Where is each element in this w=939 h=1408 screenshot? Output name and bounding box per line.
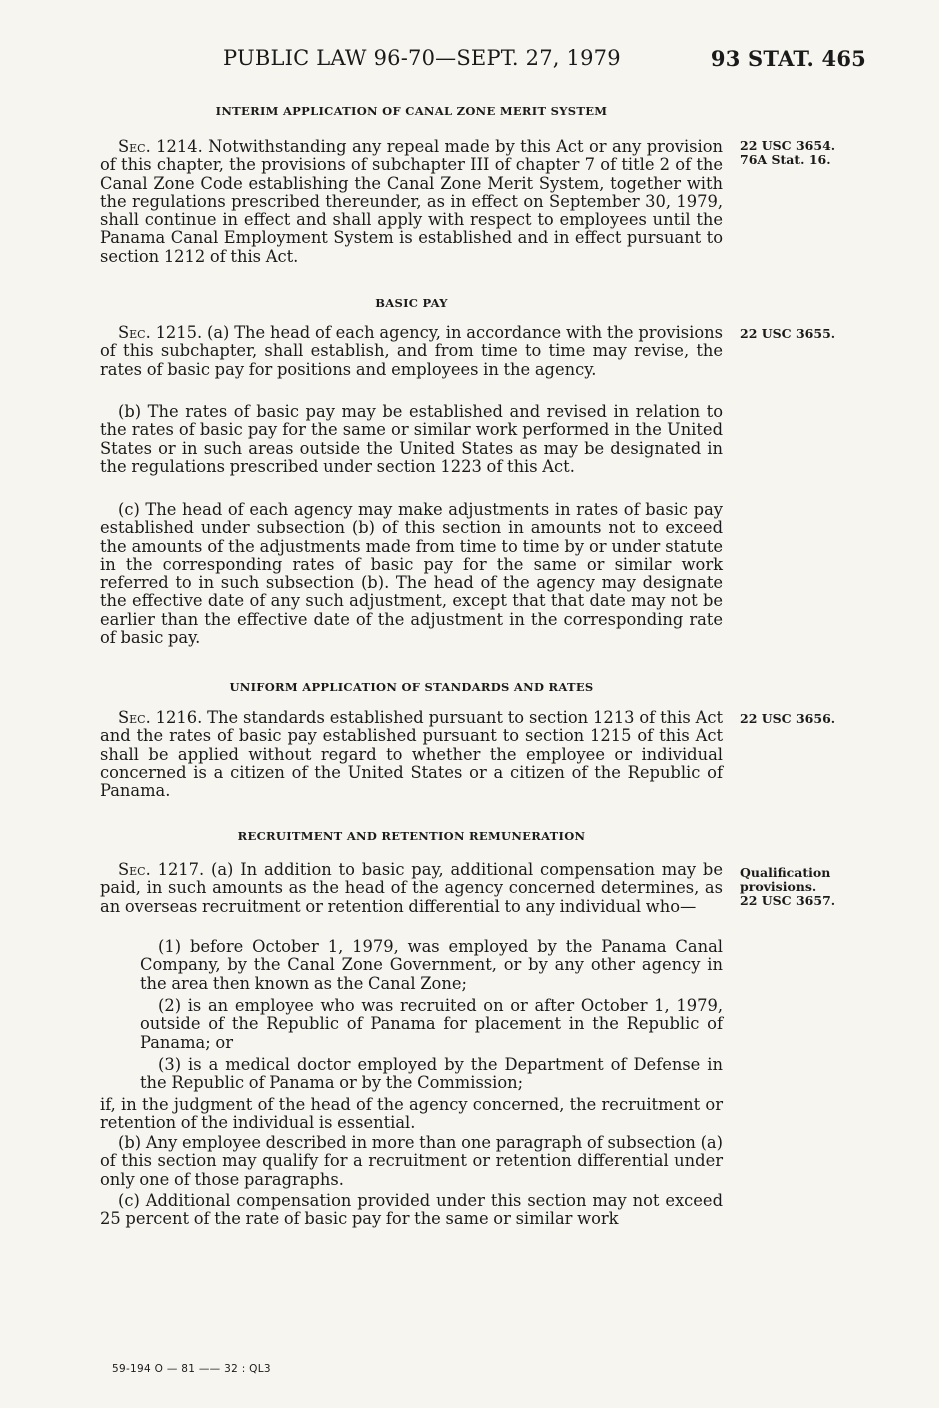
- sec-1214-text: 1214. Notwithstanding any repeal made by this Act or any provision of this chapter, the provisions of subchapter III of chapter 7 of title 2 of the Canal Zone Code establishing the Canal Zone Merit System, together with the regulations prescribed thereunder, as in effect on September 30, 1979, shall continue in effect and shall apply with respect to employees until the Panama Canal Employment System is established and in effect pursuant to section 1212 of this Act.: [100, 137, 723, 266]
- sec-1217-item-3: (3) is a medical doctor employed by the Department of Defense in the Republic of Panama or by the Commission;: [140, 1055, 723, 1093]
- sec-label: Sec.: [118, 323, 151, 342]
- margin-citation: 22 USC 3657.: [740, 893, 836, 908]
- sec-1215-a-text: 1215. (a) The head of each agency, in accordance with the provisions of this subchapter, shall establish, and from time to time may revise, the rates of basic pay for positions and employees in the agency.: [100, 323, 723, 379]
- sec-1216-paragraph: [100, 709, 723, 800]
- sec-1217-a-paragraph: [100, 861, 723, 916]
- sec-1217-c-paragraph: (c) Additional compensation provided under this section may not exceed 25 percent of the rate of basic pay for the same or similar work: [100, 1191, 723, 1229]
- sec-1217-item-1: (1) before October 1, 1979, was employed by the Panama Canal Company, by the Canal Zone Government, or by any other agency in the area then known as the Canal Zone;: [140, 937, 723, 993]
- sec-1217-item-2: (2) is an employee who was recruited on or after October 1, 1979, outside of the Republic of Panama for placement in the Republic of Panama; or: [140, 996, 723, 1052]
- margin-citation: 22 USC 3655.: [740, 326, 836, 341]
- margin-note-label: Qualification: [740, 865, 831, 880]
- margin-citation: 22 USC 3654.: [740, 138, 836, 153]
- margin-note-label: provisions.: [740, 879, 817, 894]
- print-footer: 59-194 O — 81 —— 32 : QL3: [112, 1363, 271, 1375]
- heading-sec-1215: BASIC PAY: [375, 296, 448, 310]
- heading-sec-1216: UNIFORM APPLICATION OF STANDARDS AND RATES: [229, 680, 594, 694]
- stat-page-number: 93 STAT. 465: [710, 46, 866, 71]
- heading-sec-1217: RECRUITMENT AND RETENTION REMUNERATION: [237, 829, 586, 843]
- page-title: PUBLIC LAW 96-70—SEPT. 27, 1979: [223, 46, 621, 70]
- sec-1216-text: 1216. The standards established pursuant to section 1213 of this Act and the rates of basic pay established pursuant to section 1215 of this Act shall be applied without regard to whether the employee or individual concerned is a citizen of the United States or a citizen of the Republic of Panama.: [100, 708, 723, 801]
- sec-1215-c-paragraph: (c) The head of each agency may make adjustments in rates of basic pay established under subsection (b) of this section in amounts not to exceed the amounts of the adjustments made from time to time by or under statute in the corresponding rates of basic pay for the same or similar work referred to in such subsection (b). The head of the agency may designate the effective date of any such adjustment, except that that date may not be earlier than the effective date of the adjustment in the corresponding rate of basic pay.: [100, 500, 723, 648]
- sec-1217-a-text: 1217. (a) In addition to basic pay, additional compensation may be paid, in such amounts as the head of the agency concerned determines, as an overseas recruitment or retention differential to any individual who—: [100, 860, 723, 916]
- sec-label: Sec.: [118, 708, 151, 727]
- margin-note-1216: [740, 712, 870, 726]
- margin-note-1214: [740, 139, 870, 167]
- sec-label: Sec.: [118, 137, 151, 156]
- margin-citation: 22 USC 3656.: [740, 711, 836, 726]
- sec-1217-b-paragraph: (b) Any employee described in more than one paragraph of subsection (a) of this section may qualify for a recruitment or retention differential under only one of those paragraphs.: [100, 1133, 723, 1189]
- sec-1214-paragraph: [100, 138, 723, 266]
- sec-1215-a-paragraph: [100, 324, 723, 379]
- margin-note-1217: [740, 866, 870, 908]
- heading-sec-1214: INTERIM APPLICATION OF CANAL ZONE MERIT SYSTEM: [215, 104, 608, 118]
- sec-1215-b-paragraph: (b) The rates of basic pay may be established and revised in relation to the rates of basic pay for the same or similar work performed in the United States or in such areas outside the United States as may be designated in the regulations prescribed under section 1223 of this Act.: [100, 402, 723, 476]
- margin-note-1215: [740, 327, 870, 341]
- margin-citation: 76A Stat. 16.: [740, 152, 831, 167]
- sec-1217-tail: if, in the judgment of the head of the agency concerned, the recruitment or retention of the individual is essential.: [100, 1095, 723, 1133]
- sec-label: Sec.: [118, 860, 151, 879]
